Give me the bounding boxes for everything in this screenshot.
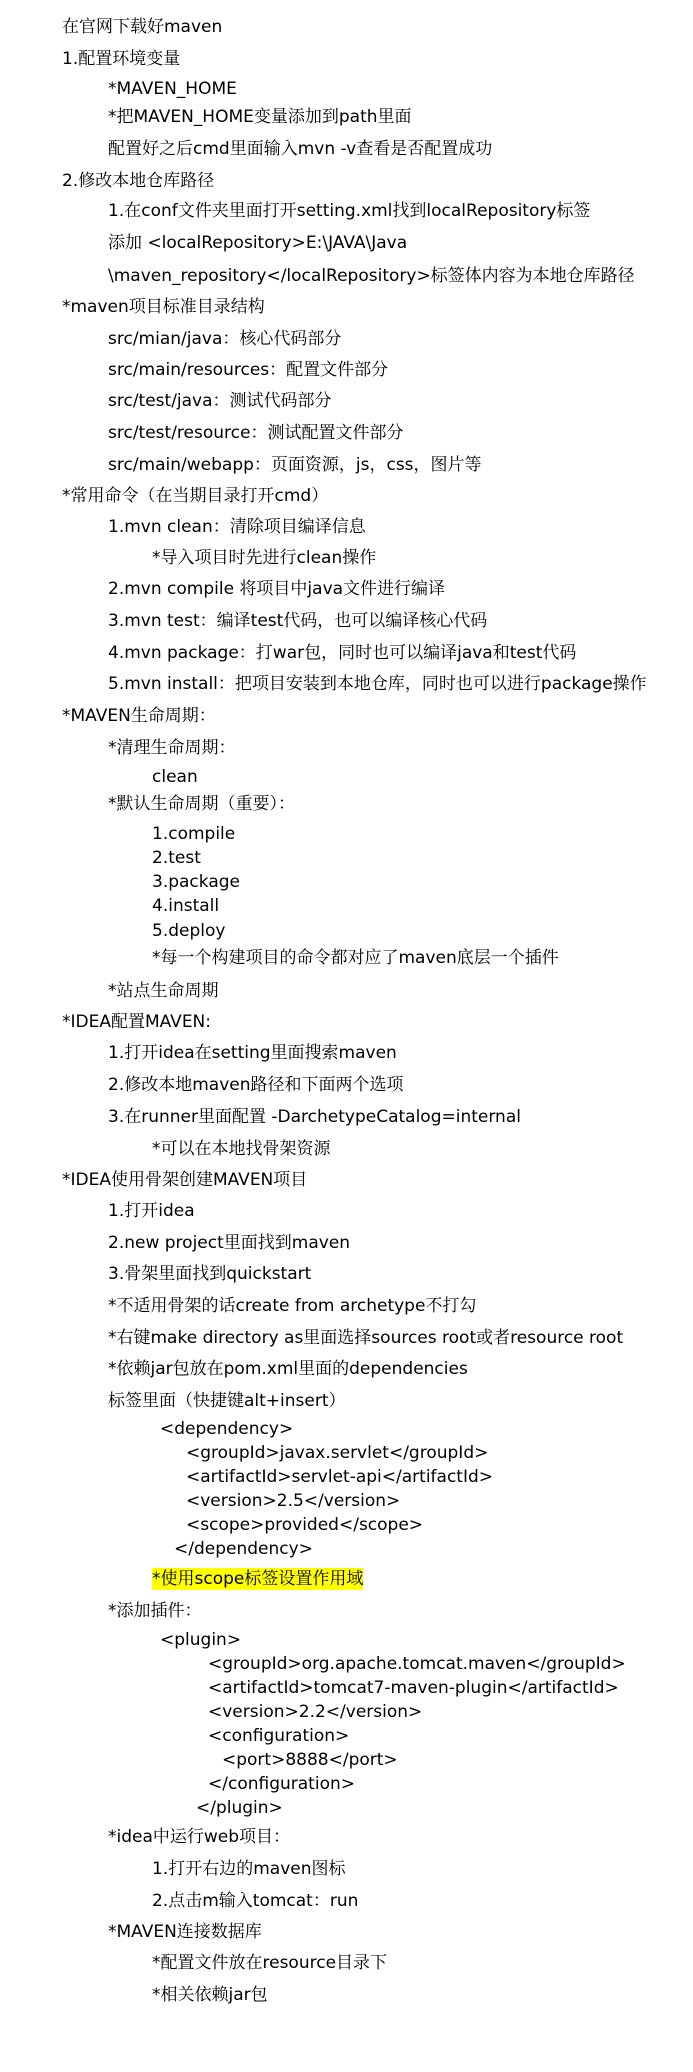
text-line: *maven项目标准目录结构 xyxy=(62,297,265,317)
text-line: \maven_repository</localRepository>标签体内容为本地仓库路径 xyxy=(108,266,635,286)
text-line: 2.mvn compile 将项目中java文件进行编译 xyxy=(108,579,446,599)
text-line: *IDEA配置MAVEN: xyxy=(62,1012,211,1032)
text-line: 1.打开右边的maven图标 xyxy=(152,1859,346,1879)
text-line: 1.配置环境变量 xyxy=(62,49,181,69)
text-line: *默认生命周期（重要）： xyxy=(108,794,295,814)
text-line: src/test/resource：测试配置文件部分 xyxy=(108,423,404,443)
text-line: *idea中运行web项目： xyxy=(108,1827,291,1847)
text-line: *右键make directory as里面选择sources root或者resource root xyxy=(108,1328,624,1348)
text-line: 在官网下载好maven xyxy=(62,17,223,37)
text-line: *相关依赖jar包 xyxy=(152,1985,268,2005)
text-line: src/main/resources：配置文件部分 xyxy=(108,360,389,380)
text-line: 2.test xyxy=(152,848,201,868)
text-line: 1.在conf文件夹里面打开setting.xml找到localRepository标签 xyxy=(108,201,591,221)
text-line: src/mian/java：核心代码部分 xyxy=(108,329,342,349)
code-line: <plugin> xyxy=(160,1630,242,1650)
code-line: <scope>provided</scope> xyxy=(186,1515,424,1535)
text-line: src/test/java：测试代码部分 xyxy=(108,391,332,411)
text-line: *MAVEN_HOME xyxy=(108,79,237,99)
text-line: 5.mvn install：把项目安装到本地仓库，同时也可以进行package操作 xyxy=(108,674,647,694)
code-line: </plugin> xyxy=(196,1798,283,1818)
text-line: *把MAVEN_HOME变量添加到path里面 xyxy=(108,107,412,127)
text-line: *MAVEN连接数据库 xyxy=(108,1922,262,1942)
text-line: 2.修改本地仓库路径 xyxy=(62,171,215,191)
text-line: *可以在本地找骨架资源 xyxy=(152,1139,331,1159)
text-line: *依赖jar包放在pom.xml里面的dependencies xyxy=(108,1359,468,1379)
text-line: *配置文件放在resource目录下 xyxy=(152,1953,388,1973)
text-line: *常用命令（在当期目录打开cmd） xyxy=(62,486,329,506)
code-line: <groupId>javax.servlet</groupId> xyxy=(186,1443,489,1463)
code-line: <version>2.5</version> xyxy=(186,1491,401,1511)
code-line: <port>8888</port> xyxy=(222,1750,398,1770)
text-line: *不适用骨架的话create from archetype不打勾 xyxy=(108,1296,477,1316)
text-line: 5.deploy xyxy=(152,921,226,941)
text-line: 1.mvn clean：清除项目编译信息 xyxy=(108,517,366,537)
code-line: <version>2.2</version> xyxy=(208,1702,423,1722)
code-line: <artifactId>tomcat7-maven-plugin</artifactId> xyxy=(208,1678,619,1698)
text-line: 2.点击m输入tomcat：run xyxy=(152,1891,359,1911)
code-line: <configuration> xyxy=(208,1726,350,1746)
text-line: *每一个构建项目的命令都对应了maven底层一个插件 xyxy=(152,948,559,968)
text-line: 3.骨架里面找到quickstart xyxy=(108,1264,312,1284)
text-line: clean xyxy=(152,767,198,787)
text-line: 3.mvn test：编译test代码，也可以编译核心代码 xyxy=(108,611,488,631)
text-line: src/main/webapp：页面资源，js，css，图片等 xyxy=(108,455,482,475)
code-line: </configuration> xyxy=(208,1774,355,1794)
text-line: *站点生命周期 xyxy=(108,981,219,1001)
text-line: *导入项目时先进行clean操作 xyxy=(152,548,377,568)
text-line: 2.new project里面找到maven xyxy=(108,1233,351,1253)
text-line: *MAVEN生命周期： xyxy=(62,706,216,726)
text-line: 3.在runner里面配置 -DarchetypeCatalog=internal xyxy=(108,1107,521,1127)
text-line: 4.mvn package：打war包，同时也可以编译java和test代码 xyxy=(108,643,577,663)
code-line: </dependency> xyxy=(174,1539,313,1559)
text-line: 1.compile xyxy=(152,824,236,844)
text-line: 1.打开idea在setting里面搜索maven xyxy=(108,1043,397,1063)
code-line: <groupId>org.apache.tomcat.maven</groupId> xyxy=(208,1654,626,1674)
text-line: 配置好之后cmd里面输入mvn -v查看是否配置成功 xyxy=(108,139,493,159)
text-line: 添加 <localRepository>E:\JAVA\Java xyxy=(108,233,408,253)
highlighted-note: *使用scope标签设置作用域 xyxy=(152,1569,364,1589)
text-line: 3.package xyxy=(152,872,240,892)
text-line: 标签里面（快捷键alt+insert） xyxy=(108,1391,346,1411)
code-line: <dependency> xyxy=(160,1419,294,1439)
text-line: 1.打开idea xyxy=(108,1201,195,1221)
text-line: *清理生命周期： xyxy=(108,738,236,758)
text-line: *添加插件： xyxy=(108,1601,202,1621)
code-line: <artifactId>servlet-api</artifactId> xyxy=(186,1467,494,1487)
text-line: 2.修改本地maven路径和下面两个选项 xyxy=(108,1075,404,1095)
text-line: 4.install xyxy=(152,896,220,916)
text-line: *IDEA使用骨架创建MAVEN项目 xyxy=(62,1170,308,1190)
